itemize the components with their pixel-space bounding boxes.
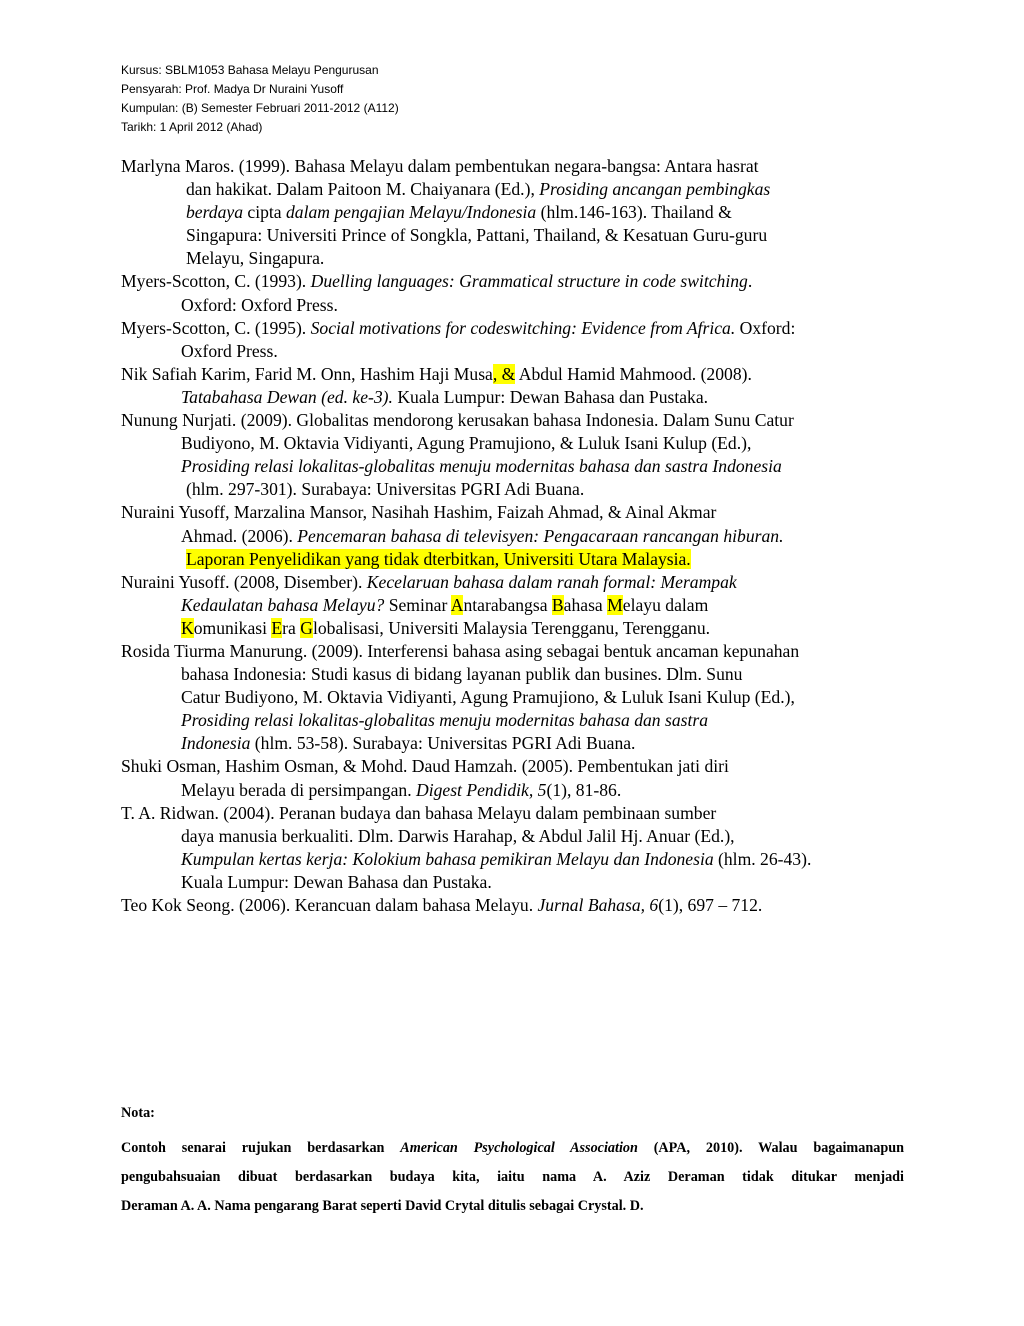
reference-line: [121, 525, 911, 548]
reference-line: [121, 548, 911, 571]
italic-title: berdaya: [186, 202, 243, 223]
italic-title: Tatabahasa Dewan (ed. ke-3).: [181, 386, 393, 407]
reference-line: [121, 848, 911, 871]
text-run: Myers-Scotton, C. (1993).: [121, 271, 311, 292]
reference-line: [121, 732, 911, 755]
reference-entry: [121, 571, 911, 640]
text-run: lobalisasi, Universiti Malaysia Terengganu, Terengganu.: [312, 617, 711, 638]
italic-title: Kumpulan kertas kerja: Kolokium bahasa pemikiran Melayu dan Indonesia: [181, 848, 714, 869]
reference-line: Catur Budiyono, M. Oktavia Vidiyanti, Agung Pramujiono, & Luluk Isani Kulup (Ed.),: [181, 687, 795, 708]
text-run: (APA, 2010). Walau bagaimanapun: [637, 1140, 904, 1156]
italic-title: Jurnal Bahasa, 6: [537, 895, 659, 915]
reference-line: [121, 455, 911, 478]
text-run: ahasa: [563, 594, 608, 615]
reference-line: [121, 178, 911, 201]
reference-line: [121, 317, 911, 340]
italic-title: Kecelaruan bahasa dalam ranah formal: Merampak: [366, 571, 737, 592]
reference-entry: [121, 501, 911, 570]
reference-line: [121, 894, 911, 917]
text-run: (hlm. 26-43).: [713, 848, 812, 869]
text-run: .: [747, 271, 753, 292]
reference-line: Kuala Lumpur: Dewan Bahasa dan Pustaka.: [181, 871, 492, 892]
highlighted-text: , &: [492, 363, 516, 384]
document-header: [121, 61, 399, 137]
reference-line: Oxford: Oxford Press.: [181, 294, 338, 315]
reference-line: Nunung Nurjati. (2009). Globalitas mendorong kerusakan bahasa Indonesia. Dalam Sunu Catur: [121, 410, 794, 431]
reference-entry: [121, 363, 911, 409]
note-section: [121, 1103, 904, 1221]
text-run: Contoh senarai rujukan berdasarkan: [121, 1140, 401, 1156]
text-run: cipta: [243, 202, 286, 223]
reference-entry: [121, 155, 911, 270]
reference-line: T. A. Ridwan. (2004). Peranan budaya dan bahasa Melayu dalam pembinaan sumber: [121, 802, 717, 823]
text-run: Teo Kok Seong. (2006). Kerancuan dalam bahasa Melayu.: [121, 895, 538, 915]
reference-line: daya manusia berkualiti. Dlm. Darwis Harahap, & Abdul Jalil Hj. Anuar (Ed.),: [181, 825, 735, 846]
italic-title: Indonesia: [181, 733, 251, 754]
highlighted-text: Laporan Penyelidikan yang tidak dterbitkan, Universiti Utara Malaysia.: [186, 548, 691, 569]
reference-entry: [121, 755, 911, 801]
reference-line: [121, 571, 911, 594]
text-run: (hlm. 53-58). Surabaya: Universitas PGRI Adi Buana.: [250, 733, 636, 754]
highlighted-letter: M: [607, 594, 623, 615]
italic-title: dalam pengajian Melayu/Indonesia: [286, 202, 537, 223]
italic-title: Digest Pendidik, 5: [416, 779, 547, 800]
reference-line: [121, 779, 911, 802]
highlighted-letter: G: [300, 617, 313, 638]
note-line: pengubahsuaian dibuat berdasarkan budaya kita, iaitu nama A. Aziz Deraman tidak ditukar menjadi: [121, 1169, 904, 1185]
reference-entry: [121, 894, 911, 917]
reference-line: Oxford Press.: [181, 340, 278, 361]
group-line: Kumpulan: (B) Semester Februari 2011-2012 (A112): [121, 101, 399, 115]
text-run: Myers-Scotton, C. (1995).: [121, 317, 311, 338]
date-line: Tarikh: 1 April 2012 (Ahad): [121, 120, 263, 134]
text-run: Seminar: [384, 594, 451, 615]
course-line: Kursus: SBLM1053 Bahasa Melayu Pengurusan: [121, 63, 379, 77]
text-run: Nik Safiah Karim, Farid M. Onn, Hashim Haji Musa: [121, 363, 493, 384]
reference-line: Budiyono, M. Oktavia Vidiyanti, Agung Pramujiono, & Luluk Isani Kulup (Ed.),: [181, 433, 752, 454]
italic-title: Prosiding relasi lokalitas-globalitas menuju modernitas bahasa dan sastra Indonesia: [181, 456, 782, 477]
reference-entry: [121, 640, 911, 755]
text-run: Oxford:: [735, 317, 796, 338]
highlighted-letter: A: [450, 594, 464, 615]
note-line: [121, 1134, 904, 1163]
reference-list: [121, 155, 911, 917]
text-run: Ahmad. (2006).: [181, 525, 298, 546]
reference-line: [121, 709, 911, 732]
text-run: Nuraini Yusoff. (2008, Disember).: [121, 571, 367, 592]
text-run: Abdul Hamid Mahmood. (2008).: [515, 363, 752, 384]
text-run: (1), 81-86.: [546, 779, 622, 800]
text-run: elayu dalam: [622, 594, 709, 615]
text-run: omunikasi: [193, 617, 272, 638]
text-run: (1), 697 – 712.: [658, 895, 763, 915]
highlighted-letter: B: [551, 594, 564, 615]
italic-title: Kedaulatan bahasa Melayu?: [181, 594, 385, 615]
reference-line: (hlm. 297-301). Surabaya: Universitas PGRI Adi Buana.: [186, 479, 585, 500]
reference-line: [121, 594, 911, 617]
reference-line: Rosida Tiurma Manurung. (2009). Interferensi bahasa asing sebagai bentuk ancaman kepunahan: [121, 640, 800, 661]
reference-entry: [121, 317, 911, 363]
reference-line: Shuki Osman, Hashim Osman, & Mohd. Daud Hamzah. (2005). Pembentukan jati diri: [121, 756, 729, 777]
italic-title: Duelling languages: Grammatical structure in code switching: [310, 271, 748, 292]
reference-entry: [121, 802, 911, 894]
reference-entry: [121, 270, 911, 316]
reference-line: [121, 201, 911, 224]
highlighted-letter: K: [181, 617, 194, 638]
text-run: ra: [282, 617, 301, 638]
highlighted-letter: E: [271, 617, 283, 638]
note-line: Deraman A. A. Nama pengarang Barat seperti David Crytal ditulis sebagai Crystal. D.: [121, 1198, 644, 1214]
text-run: (hlm.146-163). Thailand &: [536, 202, 732, 223]
text-run: Kuala Lumpur: Dewan Bahasa dan Pustaka.: [392, 386, 709, 407]
reference-line: [121, 617, 911, 640]
lecturer-line: Pensyarah: Prof. Madya Dr Nuraini Yusoff: [121, 82, 344, 96]
reference-entry: [121, 409, 911, 501]
text-run: dan hakikat. Dalam Paitoon M. Chaiyanara (Ed.),: [186, 179, 540, 200]
reference-line: Marlyna Maros. (1999). Bahasa Melayu dalam pembentukan negara-bangsa: Antara hasrat: [121, 156, 759, 176]
note-title: Nota:: [121, 1105, 155, 1121]
italic-title: American Psychological Association: [400, 1140, 638, 1156]
italic-title: Prosiding relasi lokalitas-globalitas menuju modernitas bahasa dan sastra: [181, 710, 709, 731]
reference-line: bahasa Indonesia: Studi kasus di bidang layanan publik dan busines. Dlm. Sunu: [181, 664, 743, 685]
reference-line: [121, 386, 911, 409]
text-run: Melayu berada di persimpangan.: [181, 779, 416, 800]
reference-line: [121, 363, 911, 386]
italic-title: Pencemaran bahasa di televisyen: Pengacaraan rancangan hiburan.: [297, 525, 784, 546]
reference-line: Nuraini Yusoff, Marzalina Mansor, Nasihah Hashim, Faizah Ahmad, & Ainal Akmar: [121, 502, 717, 523]
reference-line: Melayu, Singapura.: [186, 248, 325, 269]
reference-line: Singapura: Universiti Prince of Songkla, Pattani, Thailand, & Kesatuan Guru-guru: [186, 225, 768, 246]
text-run: ntarabangsa: [463, 594, 552, 615]
italic-title: Social motivations for codeswitching: Evidence from Africa.: [310, 317, 736, 338]
reference-line: [121, 270, 911, 293]
italic-title: Prosiding ancangan pembingkas: [539, 179, 771, 200]
